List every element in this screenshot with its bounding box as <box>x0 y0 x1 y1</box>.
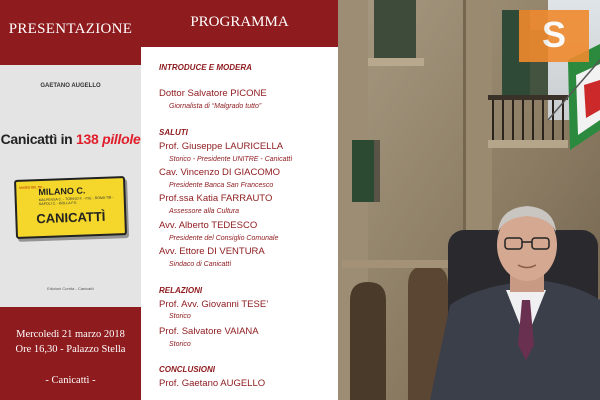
book-title-suffix: pillole <box>102 131 141 147</box>
book-title-prefix: Canicattì in <box>0 131 73 147</box>
section-introduce: INTRODUCE E MODERA <box>159 63 252 72</box>
speaker-name: Prof. Gaetano AUGELLO <box>159 378 266 389</box>
speaker-name: Avv. Alberto TEDESCO <box>159 220 258 231</box>
section-relazioni: RELAZIONI <box>159 286 203 295</box>
program-title: PROGRAMMA <box>190 14 289 30</box>
speaker-role: Storico - Presidente UNITRE - Canicattì <box>169 156 293 163</box>
speaker-role: Storico <box>169 313 191 320</box>
sign-note: MUSEO DEL TR… <box>19 184 45 190</box>
speaker-name: Prof.ssa Katia FARRAUTO <box>159 193 273 204</box>
event-time-place: Ore 16,30 - Palazzo Stella <box>15 344 126 355</box>
logo-letter: S <box>541 14 566 55</box>
speaker-name: Prof. Salvatore VAIANA <box>159 326 259 337</box>
book-author: GAETANO AUGELLO <box>40 83 101 89</box>
section-saluti: SALUTI <box>159 128 188 137</box>
program-header <box>141 0 338 47</box>
speaker-role: Storico <box>169 341 191 348</box>
site-logo[interactable] <box>519 10 589 62</box>
presentation-panel <box>0 0 141 400</box>
speaker-role: Sindaco di Canicattì <box>169 261 232 268</box>
speaker-role: Presidente Banca San Francesco <box>169 182 274 189</box>
speaker-name: Prof. Avv. Giovanni TESE’ <box>159 299 269 310</box>
speaker-name: Prof. Giuseppe LAURICELLA <box>159 141 284 152</box>
book-cover <box>0 65 141 307</box>
sign-small-text: MALPENSA C. - TORINO F. - P.IE - ROMA TIB - NAPOLI C. - BOLLA F.E. <box>38 195 114 207</box>
section-conclusioni: CONCLUSIONI <box>159 365 215 374</box>
speaker-role: Presidente del Consiglio Comunale <box>169 235 279 242</box>
sign-main-text: CANICATTÌ <box>36 208 106 227</box>
speaker-name: Cav. Vincenzo DI GIACOMO <box>159 167 281 178</box>
program-list <box>141 47 338 400</box>
station-sign-image <box>14 176 127 239</box>
speaker-role: Assessore alla Cultura <box>169 208 240 215</box>
speaker-role: Giornalista di “Malgrado tutto” <box>169 103 262 110</box>
speaker-name: Dottor Salvatore PICONE <box>159 88 267 99</box>
book-title <box>0 131 141 147</box>
book-publisher: Edizioni Corrita - Canicattì <box>47 286 94 291</box>
presentation-title: PRESENTAZIONE <box>8 21 133 37</box>
speaker-name: Avv. Ettore DI VENTURA <box>159 246 265 257</box>
event-date <box>0 327 141 357</box>
sign-top-text: MILANO C. <box>38 185 86 198</box>
event-city: - Canicattì - <box>45 375 96 386</box>
book-title-number: 138 <box>76 131 99 147</box>
event-date-line: Mercoledì 21 marzo 2018 <box>16 329 125 340</box>
